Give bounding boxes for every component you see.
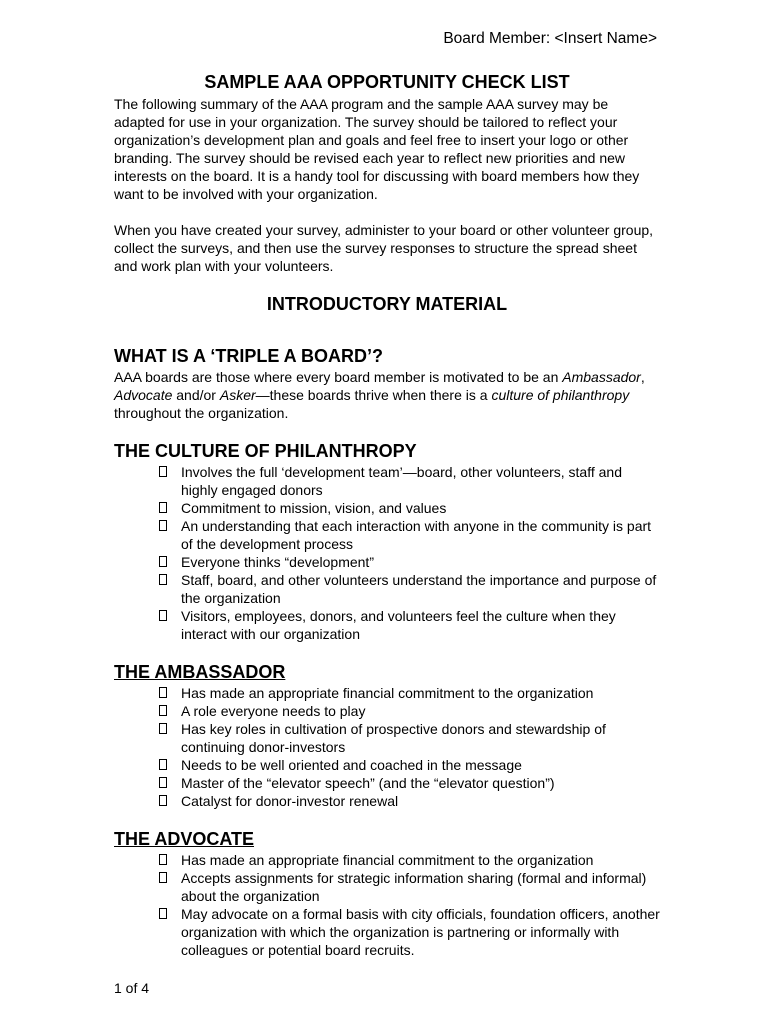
bullet-box-icon	[159, 908, 167, 919]
list-item-text: An understanding that each interaction with anyone in the community is part of the development process	[181, 518, 652, 552]
list-item	[159, 553, 660, 571]
list-item	[159, 517, 660, 553]
bullet-box-icon	[159, 574, 167, 585]
ambassador-term: Ambassador	[562, 369, 641, 385]
list-item-text: Commitment to mission, vision, and values	[181, 500, 447, 516]
list-item-text: Has made an appropriate financial commitment to the organization	[181, 685, 594, 701]
ambassador-heading: THE AMBASSADOR	[114, 662, 286, 682]
bullet-box-icon	[159, 759, 167, 770]
list-item	[159, 499, 660, 517]
bullet-box-icon	[159, 466, 167, 477]
board-member-header: Board Member: <Insert Name>	[443, 30, 657, 47]
list-item	[159, 756, 660, 774]
list-item-text: Has key roles in cultivation of prospective donors and stewardship of continuing donor-investors	[181, 721, 606, 755]
list-item	[159, 607, 660, 643]
list-item-text: Needs to be well oriented and coached in the message	[181, 757, 522, 773]
list-item-text: Involves the full ‘development team’—board, other volunteers, staff and highly engaged donors	[181, 464, 622, 498]
page-number: 1 of 4	[114, 980, 150, 996]
list-item-text: Visitors, employees, donors, and volunteers feel the culture when they interact with our organization	[181, 608, 616, 642]
asker-term: Asker	[219, 387, 256, 403]
list-item	[159, 702, 660, 720]
culture-term: culture of philanthropy	[491, 387, 630, 403]
bullet-box-icon	[159, 705, 167, 716]
bullet-box-icon	[159, 556, 167, 567]
list-item	[159, 571, 660, 607]
advocate-bullet-list	[114, 851, 660, 959]
bullet-box-icon	[159, 610, 167, 621]
triple-a-text-2: —these boards thrive when there is a	[255, 387, 488, 403]
document-title: SAMPLE AAA OPPORTUNITY CHECK LIST	[204, 72, 570, 92]
intro-paragraph-2: When you have created your survey, administer to your board or other volunteer group, collect the surveys, and then use the survey responses to structure the spread sheet and work plan with your volunteers.	[114, 222, 654, 274]
list-item	[159, 720, 660, 756]
bullet-box-icon	[159, 872, 167, 883]
triple-a-text-3: throughout the organization.	[114, 405, 289, 421]
bullet-box-icon	[159, 854, 167, 865]
list-item	[159, 684, 660, 702]
list-item-text: May advocate on a formal basis with city officials, foundation officers, another organization with which the organization is partnering or informally with colleagues or potential board recruits.	[181, 906, 660, 958]
bullet-box-icon	[159, 502, 167, 513]
list-item-text: A role everyone needs to play	[181, 703, 366, 719]
bullet-box-icon	[159, 723, 167, 734]
list-item	[159, 774, 660, 792]
bullet-box-icon	[159, 687, 167, 698]
list-item	[159, 869, 660, 905]
list-item-text: Staff, board, and other volunteers understand the importance and purpose of the organization	[181, 572, 657, 606]
list-item-text: Accepts assignments for strategic information sharing (formal and informal) about the organization	[181, 870, 647, 904]
intro-paragraph-1: The following summary of the AAA program and the sample AAA survey may be adapted for use in your organization. The survey should be tailored to reflect your organization’s development plan and goals and feel free to insert your logo or other branding. The survey should be revised each year to reflect new priorities and new interests on the board. It is a handy tool for discussing with board members how they want to be involved with your organization.	[114, 96, 640, 202]
advocate-heading: THE ADVOCATE	[114, 829, 255, 849]
list-item	[159, 905, 660, 959]
list-item-text: Catalyst for donor-investor renewal	[181, 793, 399, 809]
triple-a-text-1: AAA boards are those where every board member is motivated to be an	[114, 369, 559, 385]
list-item-text: Has made an appropriate financial commitment to the organization	[181, 852, 594, 868]
document-content	[114, 70, 660, 959]
list-item-text: Everyone thinks “development”	[181, 554, 374, 570]
bullet-box-icon	[159, 795, 167, 806]
culture-bullet-list	[114, 463, 660, 643]
list-item	[159, 463, 660, 499]
ambassador-bullet-list	[114, 684, 660, 810]
triple-a-comma: ,	[640, 369, 645, 385]
introductory-material-heading: INTRODUCTORY MATERIAL	[266, 294, 508, 314]
list-item	[159, 851, 660, 869]
advocate-term: Advocate	[114, 387, 173, 403]
bullet-box-icon	[159, 777, 167, 788]
list-item	[159, 792, 660, 810]
triple-a-board-paragraph	[114, 368, 660, 422]
culture-of-philanthropy-heading: THE CULTURE OF PHILANTHROPY	[114, 441, 417, 461]
list-item-text: Master of the “elevator speech” (and the “elevator question”)	[181, 775, 555, 791]
bullet-box-icon	[159, 520, 167, 531]
triple-a-and-or: and/or	[172, 387, 220, 403]
triple-a-board-heading: WHAT IS A ‘TRIPLE A BOARD’?	[114, 346, 383, 366]
